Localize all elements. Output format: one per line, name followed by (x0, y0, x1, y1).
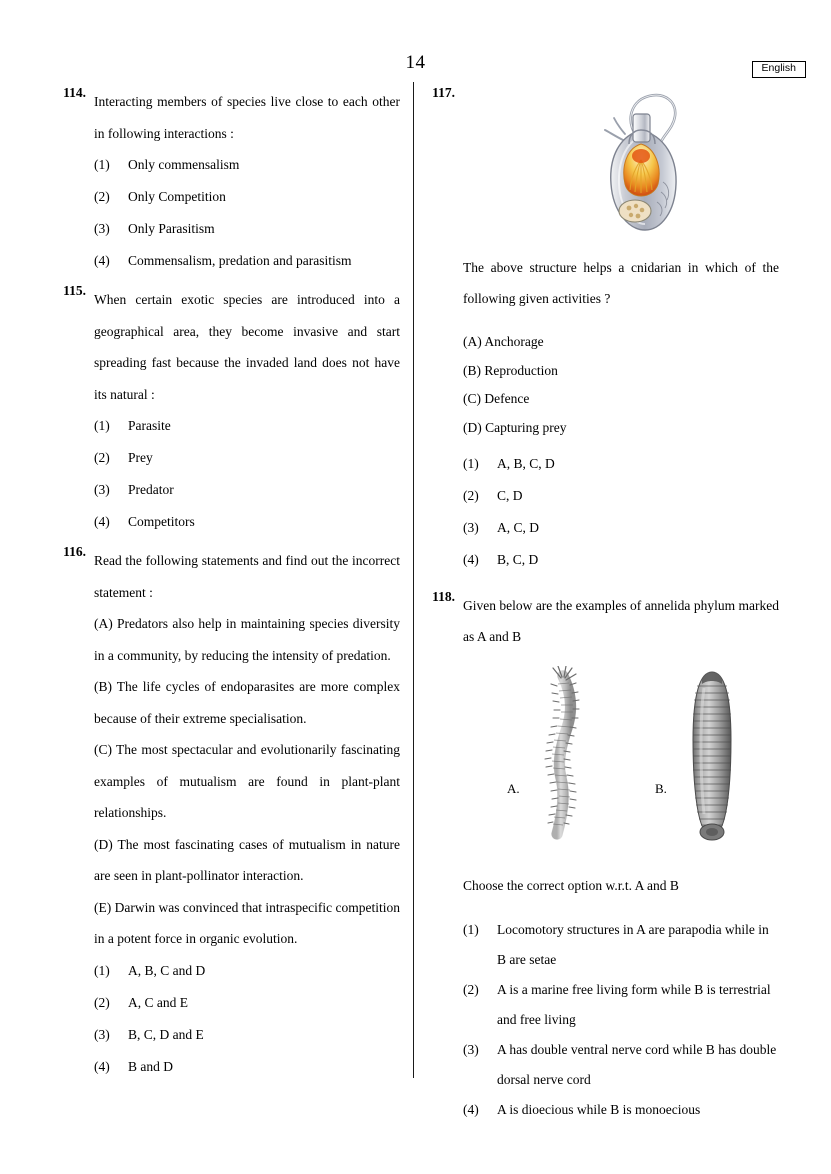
option-key: (2) (463, 981, 479, 997)
question-118 (419, 590, 779, 1125)
option-row[interactable] (94, 245, 400, 277)
option-text: Prey (128, 450, 153, 465)
option-row[interactable] (94, 474, 400, 506)
question-115 (50, 284, 400, 538)
option-list (463, 448, 779, 576)
option-key: (3) (463, 1041, 479, 1057)
cnidocil (605, 130, 623, 140)
option-key: (3) (94, 221, 110, 236)
statement-e: (E) Darwin was convinced that intraspecific competition in a potent force in organic evolution. (94, 899, 400, 946)
leech-worm-icon (683, 666, 741, 846)
option-key: (2) (94, 189, 110, 204)
option-key: (2) (463, 488, 479, 503)
option-row[interactable] (463, 448, 779, 480)
option-text: Competitors (128, 514, 195, 529)
option-text: B, C, D and E (128, 1026, 204, 1042)
column-divider (413, 82, 414, 1078)
option-row[interactable] (463, 480, 779, 512)
option-key: (1) (94, 157, 110, 172)
question-116 (50, 545, 400, 1083)
nematocyst-figure (463, 86, 779, 238)
option-list (94, 955, 400, 1083)
option-row[interactable] (463, 512, 779, 544)
option-key: (4) (94, 1058, 110, 1074)
question-stem: Interacting members of species live close to each other in following interactions : (94, 94, 400, 141)
option-text: A has double ventral nerve cord while B has double dorsal nerve cord (497, 1041, 777, 1087)
question-stem: The above structure helps a cnidarian in which of the following given activities ? (463, 259, 779, 306)
option-key: (4) (463, 552, 479, 567)
option-key: (4) (94, 514, 110, 529)
option-key: (2) (94, 994, 110, 1010)
nereis-worm-icon (533, 666, 593, 846)
right-column (419, 86, 779, 1132)
option-row[interactable] (463, 1035, 779, 1095)
question-stem: Read the following statements and find out the incorrect statement : (94, 553, 400, 600)
option-text: A, C, D (497, 520, 540, 535)
question-number: 117. (432, 85, 455, 100)
statement-a: (A) Anchorage (463, 334, 544, 349)
question-114 (50, 86, 400, 277)
option-text: B, C, D (497, 552, 539, 567)
question-117 (419, 86, 779, 576)
figure-label-b: B. (655, 781, 667, 796)
nematocyst-diagram-icon (583, 86, 713, 238)
question-stem: Given below are the examples of annelida phylum marked as A and B (463, 597, 779, 644)
capsule-core (632, 149, 650, 163)
option-row[interactable] (94, 1051, 400, 1083)
question-number: 115. (63, 283, 86, 298)
cnidocil-secondary (614, 118, 625, 134)
statement-c: (C) The most spectacular and evolutionarily fascinating examples of mutualism are found in plant-plant relationships. (94, 742, 400, 820)
option-row[interactable] (94, 410, 400, 442)
option-key: (4) (94, 253, 110, 268)
option-text: A, B, C, D (497, 456, 555, 471)
option-row[interactable] (463, 975, 779, 1035)
option-text: A, C and E (128, 994, 188, 1010)
option-text: C, D (497, 488, 523, 503)
statement-b: (B) The life cycles of endoparasites are more complex because of their extreme specialisation. (94, 679, 400, 726)
option-key: (1) (463, 921, 479, 937)
option-row[interactable] (94, 442, 400, 474)
option-row[interactable] (463, 915, 779, 975)
option-key: (4) (463, 1101, 479, 1117)
option-text: Locomotory structures in A are parapodia while in B are setae (497, 921, 769, 967)
option-text: A is dioecious while B is monoecious (497, 1101, 701, 1117)
option-text: Only commensalism (128, 157, 240, 172)
option-key: (2) (94, 450, 110, 465)
option-row[interactable] (94, 149, 400, 181)
statement-a: (A) Predators also help in maintaining species diversity in a community, by reducing the intensity of predation. (94, 616, 400, 663)
option-row[interactable] (94, 987, 400, 1019)
option-row[interactable] (463, 1095, 779, 1125)
language-badge: English (752, 61, 806, 78)
statement-d: (D) The most fascinating cases of mutualism in nature are seen in plant-pollinator interaction. (94, 836, 400, 883)
option-key: (1) (94, 962, 110, 978)
left-column (50, 86, 400, 1090)
page-number: 14 (405, 52, 426, 73)
option-list (94, 410, 400, 538)
option-text: Only Parasitism (128, 221, 215, 236)
question-stem: When certain exotic species are introduced into a geographical area, they become invasive and start spreading fast because the invaded land does not have its natural : (94, 292, 400, 402)
figure-prompt: Choose the correct option w.r.t. A and B (463, 877, 679, 893)
head-tentacles (553, 666, 576, 680)
option-row[interactable] (463, 544, 779, 576)
option-row[interactable] (94, 1019, 400, 1051)
option-text: Only Competition (128, 189, 226, 204)
figure-label-a: A. (507, 781, 520, 796)
question-number: 114. (63, 85, 86, 100)
option-text: Commensalism, predation and parasitism (128, 253, 352, 268)
leech-body (693, 672, 731, 834)
statement-d: (D) Capturing prey (463, 419, 567, 435)
option-row[interactable] (94, 213, 400, 245)
option-text: B and D (128, 1058, 173, 1074)
option-key: (3) (463, 520, 479, 535)
option-key: (3) (94, 482, 110, 497)
option-key: (1) (463, 456, 479, 471)
annelid-figure (463, 666, 779, 856)
statement-c: (C) Defence (463, 391, 530, 406)
question-number: 116. (63, 544, 86, 559)
option-row[interactable] (94, 955, 400, 987)
option-text: A is a marine free living form while B is terrestrial and free living (497, 981, 771, 1027)
option-text: A, B, C and D (128, 962, 206, 978)
option-list (463, 915, 779, 1125)
sucker-center (706, 828, 718, 836)
option-list (94, 149, 400, 277)
nucleus-sac (619, 200, 651, 222)
option-text: Predator (128, 482, 174, 497)
statement-b: (B) Reproduction (463, 362, 558, 378)
question-number: 118. (432, 588, 455, 604)
option-key: (1) (94, 418, 110, 433)
option-row[interactable] (94, 506, 400, 538)
option-row[interactable] (94, 181, 400, 213)
option-key: (3) (94, 1026, 110, 1042)
option-text: Parasite (128, 418, 171, 433)
